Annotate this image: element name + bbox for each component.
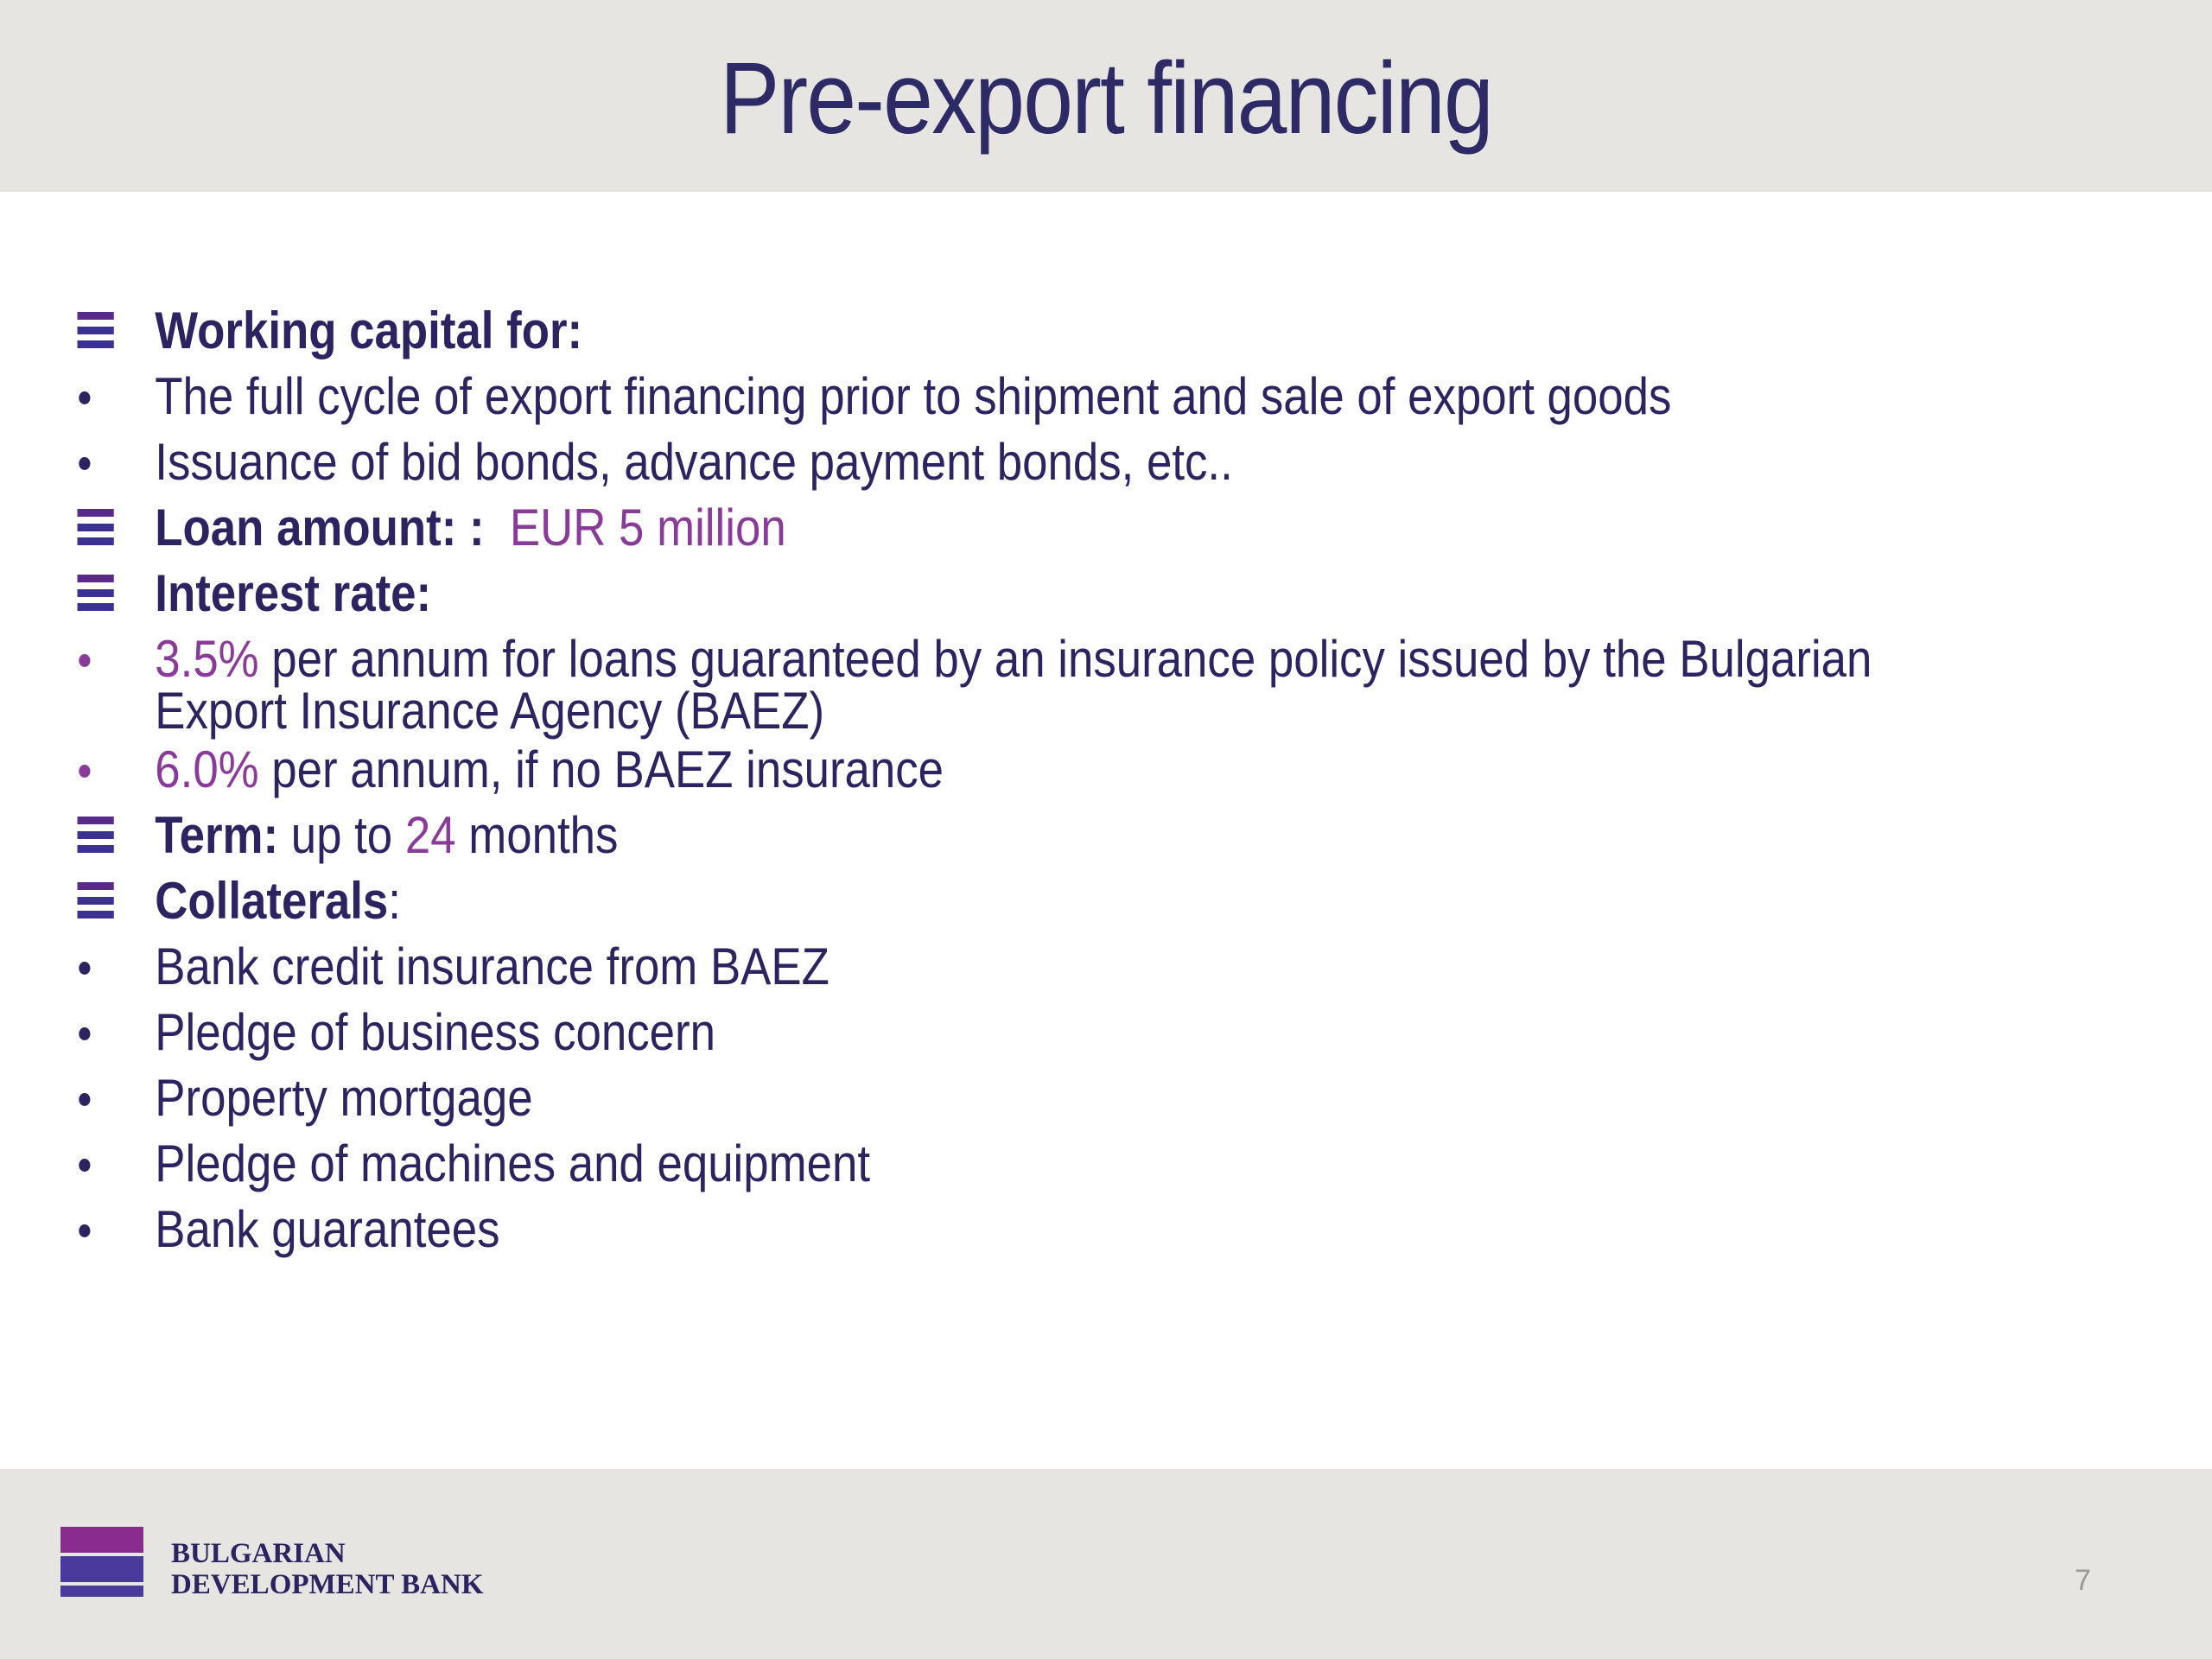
title-bar (0, 0, 2212, 192)
list-item: Bank guarantees (74, 1197, 1899, 1262)
loan-amount-value: EUR 5 million (509, 499, 786, 556)
list-item: The full cycle of export financing prior to shipment and sale of export goods (74, 364, 1899, 429)
dot-bullet-icon (79, 1224, 90, 1237)
stacked-bars-icon (78, 575, 114, 611)
page-number: 7 (2075, 1564, 2091, 1597)
footer-bar (0, 1469, 2212, 1659)
heading-term: Term: up to 24 months (74, 803, 1899, 868)
list-item: Bank credit insurance from BAEZ (74, 934, 1899, 1000)
dot-bullet-icon (79, 1093, 90, 1106)
heading-interest-rate: Interest rate: (74, 561, 1899, 626)
stacked-bars-icon (78, 882, 114, 918)
rate-value: 6.0% (155, 741, 259, 798)
list-item: Property mortgage (74, 1065, 1899, 1131)
dot-bullet-icon (79, 654, 90, 667)
list-item: Issuance of bid bonds, advance payment bonds, etc.. (74, 429, 1899, 495)
slide-title: Pre-export financing (719, 41, 1493, 156)
rate-value: 3.5% (155, 630, 259, 688)
dot-bullet-icon (79, 962, 90, 975)
dot-bullet-icon (79, 391, 90, 404)
heading-loan-amount: Loan amount: : EUR 5 million (74, 495, 1899, 561)
stacked-bars-icon (78, 817, 114, 853)
list-item: Pledge of machines and equipment (74, 1131, 1899, 1197)
list-item: 6.0% per annum, if no BAEZ insurance (74, 737, 1899, 803)
heading-collaterals: Collaterals: (74, 868, 1899, 934)
stacked-bars-icon (78, 312, 114, 348)
list-item: 3.5% per annum for loans guaranteed by an insurance policy issued by the Bulgarian Export Insurance Agency (BAEZ) (74, 626, 1899, 737)
heading-working-capital: Working capital for: (74, 298, 1899, 364)
bdb-logo-icon (60, 1527, 143, 1597)
dot-bullet-icon (79, 1159, 90, 1172)
dot-bullet-icon (79, 1027, 90, 1040)
bank-logo-text: BULGARIAN DEVELOPMENT BANK (171, 1538, 484, 1600)
term-value: 24 (404, 806, 456, 864)
dot-bullet-icon (79, 765, 90, 778)
list-item: Pledge of business concern (74, 1000, 1899, 1065)
stacked-bars-icon (78, 509, 114, 545)
slide-content (74, 298, 1899, 1262)
dot-bullet-icon (79, 457, 90, 470)
